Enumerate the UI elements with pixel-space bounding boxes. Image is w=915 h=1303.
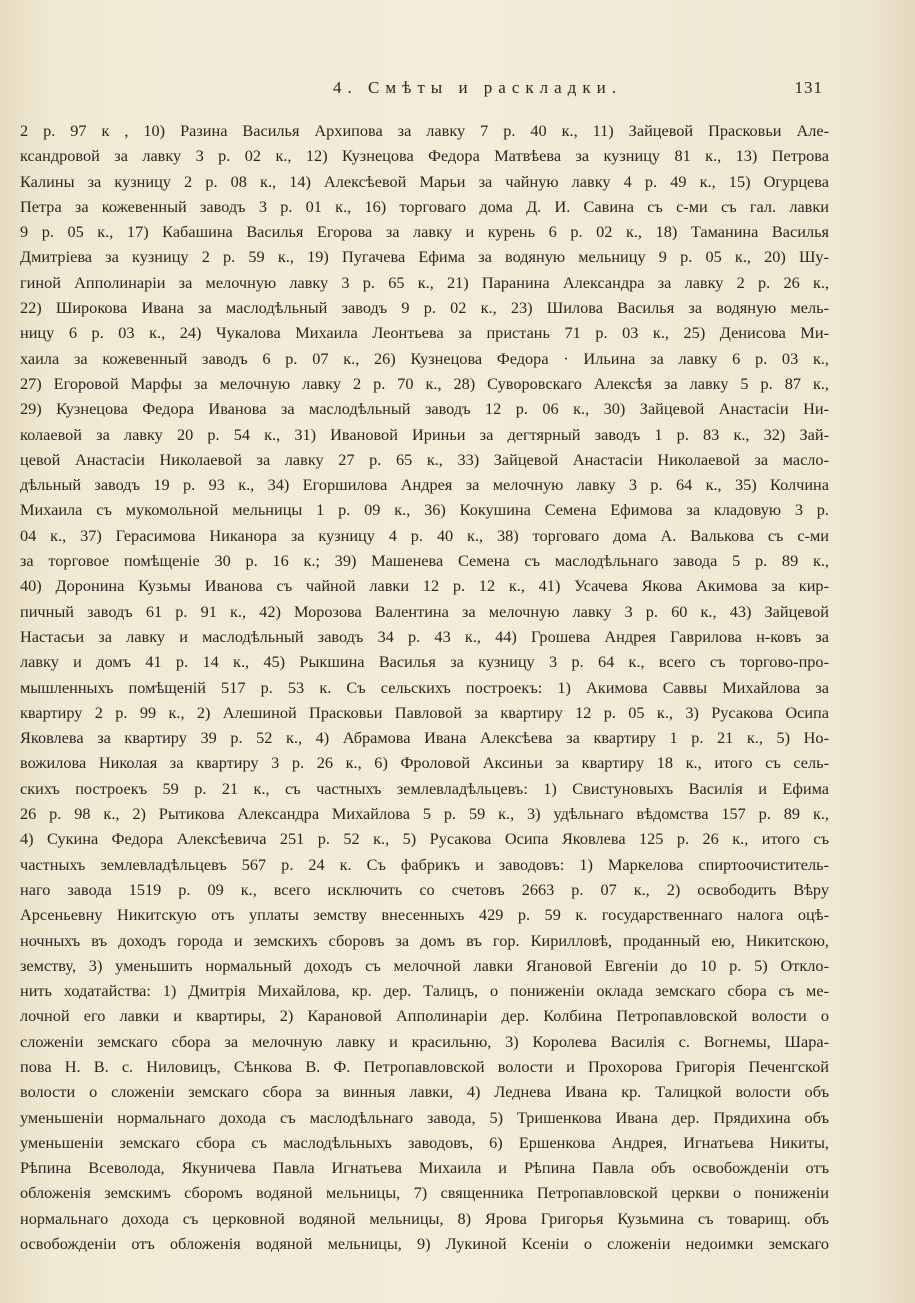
text-line: дѣльный заводъ 19 р. 93 к., 34) Егоршилова Андрея за мелочную лавку 3 р. 64 к., 35) Колчина (20, 475, 829, 495)
text-line: колаевой за лавку 20 р. 54 к., 31) Ивановой Ириньи за дегтярный заводъ 1 р. 83 к., 32) Зай- (20, 424, 829, 444)
page-number: 131 (794, 78, 823, 97)
text-line: пова Н. В. с. Ниловицъ, Сѣнкова В. Ф. Петропавловской волости и Прохорова Григорія Печенгской (20, 1056, 829, 1076)
body-text (20, 118, 829, 1256)
text-line: Настасьи за лавку и маслодѣльный заводъ 34 р. 43 к., 44) Грошева Андрея Гаврилова н-ковъ за (20, 626, 829, 646)
text-line: уменьшеніи нормальнаго дохода съ маслодѣльнаго завода, 5) Тришенкова Ивана дер. Прядихина объ (20, 1107, 829, 1127)
text-line: 9 р. 05 к., 17) Кабашина Василья Егорова за лавку и курень 6 р. 02 к., 18) Таманина Василья (20, 222, 829, 242)
text-line: 40) Доронина Кузьмы Иванова съ чайной лавки 12 р. 12 к., 41) Усачева Якова Акимова за кир- (20, 576, 829, 596)
text-line: хаила за кожевенный заводъ 6 р. 07 к., 26) Кузнецова Федора · Ильина за лавку 6 р. 03 к., (20, 348, 829, 368)
text-line: Рѣпина Всеволода, Якуничева Павла Игнатьева Михаила и Рѣпина Павла объ освобожденіи отъ (20, 1158, 829, 1178)
text-line: сложеніи земскаго сбора за мелочную лавку и красильню, 3) Королева Василія с. Вогнемы, Шара- (20, 1031, 829, 1051)
text-line: 29) Кузнецова Федора Иванова за маслодѣльный заводъ 12 р. 06 к., 30) Зайцевой Анастасіи Ни- (20, 399, 829, 419)
text-line: нить ходатайства: 1) Дмитрія Михайлова, кр. дер. Талицъ, о пониженіи оклада земскаго сбора съ ме- (20, 981, 829, 1001)
text-line: ницу 6 р. 03 к., 24) Чукалова Михаила Леонтьева за пристань 71 р. 03 к., 25) Денисова Ми- (20, 323, 829, 343)
text-line: 4) Сукина Федора Алексѣевича 251 р. 52 к., 5) Русакова Осипа Яковлева 125 р. 26 к., итого съ (20, 829, 829, 849)
text-line: лочной его лавки и квартиры, 2) Карановой Апполинаріи дер. Колбина Петропавловской волости о (20, 1006, 829, 1026)
text-line: 27) Егоровой Марфы за мелочную лавку 2 р. 70 к., 28) Суворовскаго Алексѣя за лавку 5 р. 87 к., (20, 373, 829, 393)
text-line: квартиру 2 р. 99 к., 2) Алешиной Прасковьи Павловой за квартиру 12 р. 05 к., 3) Русакова Осипа (20, 702, 829, 722)
text-line: частныхъ землевладѣльцевъ 567 р. 24 к. Съ фабрикъ и заводовъ: 1) Маркелова спиртоочиститель- (20, 854, 829, 874)
text-line: нормальнаго дохода съ церковной водяной мельницы, 8) Ярова Григорья Кузьмина съ товарищ. объ (20, 1208, 829, 1228)
text-line: 04 к., 37) Герасимова Никанора за кузницу 4 р. 40 к., 38) торговаго дома А. Валькова съ с-ми (20, 525, 829, 545)
text-line: освобожденіи отъ обложенія водяной мельницы, 9) Лукиной Ксеніи о сложеніи недоимки земскаго (20, 1234, 829, 1254)
text-line: за торговое помѣщеніе 30 р. 16 к.; 39) Машенева Семена съ маслодѣльнаго завода 5 р. 89 к., (20, 551, 829, 571)
text-line: Арсеньевну Никитскую отъ уплаты земству внесенныхъ 429 р. 59 к. государственнаго налога оцѣ- (20, 905, 829, 925)
text-line: Дмитріева за кузницу 2 р. 59 к., 19) Пугачева Ефима за водяную мельницу 9 р. 05 к., 20) Шу- (20, 247, 829, 267)
text-line: скихъ построекъ 59 р. 21 к., съ частныхъ землевладѣльцевъ: 1) Свистуновыхъ Василія и Ефима (20, 778, 829, 798)
text-line: гиной Апполинаріи за мелочную лавку 3 р. 65 к., 21) Паранина Александра за лавку 2 р. 26 к., (20, 272, 829, 292)
text-line: Калины за кузницу 2 р. 08 к., 14) Алексѣевой Марьи за чайную лавку 4 р. 49 к., 15) Огурцева (20, 171, 829, 191)
text-line: 26 р. 98 к., 2) Рытикова Александра Михайлова 5 р. 59 к., 3) удѣльнаго вѣдомства 157 р. 89 к., (20, 804, 829, 824)
text-line: Михаила съ мукомольной мельницы 1 р. 09 к., 36) Кокушина Семена Ефимова за кладовую 3 р. (20, 500, 829, 520)
text-line: обложенія земскимъ сборомъ водяной мельницы, 7) священника Петропавловской церкви о пониженіи (20, 1183, 829, 1203)
text-line: земству, 3) уменьшить нормальный доходъ съ мелочной лавки Ягановой Евгеніи до 10 р. 5) Откло- (20, 955, 829, 975)
text-line: мышленныхъ помѣщеній 517 р. 53 к. Съ сельскихъ построекъ: 1) Акимова Саввы Михайлова за (20, 677, 829, 697)
text-line: лавку и домъ 41 р. 14 к., 45) Рыкшина Василья за кузницу 3 р. 64 к., всего съ торгово-про- (20, 652, 829, 672)
text-line: ночныхъ въ доходъ города и земскихъ сборовъ за домъ въ гор. Кирилловѣ, проданный ею, Никитскою, (20, 930, 829, 950)
text-line: Яковлева за квартиру 39 р. 52 к., 4) Абрамова Ивана Алексѣева за квартиру 1 р. 21 к., 5) Но- (20, 728, 829, 748)
text-line: вожилова Николая за квартиру 3 р. 26 к., 6) Фроловой Аксиньи за квартиру 18 к., итого съ сель- (20, 753, 829, 773)
running-head: 4. Смѣты и раскладки. (333, 78, 622, 97)
text-line: цевой Анастасіи Николаевой за лавку 27 р. 65 к., 33) Зайцевой Анастасіи Николаевой за масло- (20, 449, 829, 469)
text-line: уменьшеніи земскаго сбора съ маслодѣльныхъ заводовъ, 6) Ершенкова Андрея, Игнатьева Никиты, (20, 1132, 829, 1152)
text-line: ксандровой за лавку 3 р. 02 к., 12) Кузнецова Федора Матвѣева за кузницу 81 к., 13) Петрова (20, 146, 829, 166)
page-header (0, 78, 915, 104)
text-line: наго завода 1519 р. 09 к., всего исключить со счетовъ 2663 р. 07 к., 2) освободить Вѣру (20, 879, 829, 899)
text-line: волости о сложеніи земскаго сбора за винныя лавки, 4) Леднева Ивана кр. Талицкой волости объ (20, 1082, 829, 1102)
text-line: 22) Широкова Ивана за маслодѣльный заводъ 9 р. 02 к., 23) Шилова Василья за водяную мель- (20, 298, 829, 318)
text-line: Петра за кожевенный заводъ 3 р. 01 к., 16) торговаго дома Д. И. Савина съ с-ми съ гал. лавки (20, 196, 829, 216)
text-line: пичный заводъ 61 р. 91 к., 42) Морозова Валентина за мелочную лавку 3 р. 60 к., 43) Зайцевой (20, 601, 829, 621)
text-line: 2 р. 97 к , 10) Разина Василья Архипова за лавку 7 р. 40 к., 11) Зайцевой Прасковьи Але- (20, 121, 829, 140)
